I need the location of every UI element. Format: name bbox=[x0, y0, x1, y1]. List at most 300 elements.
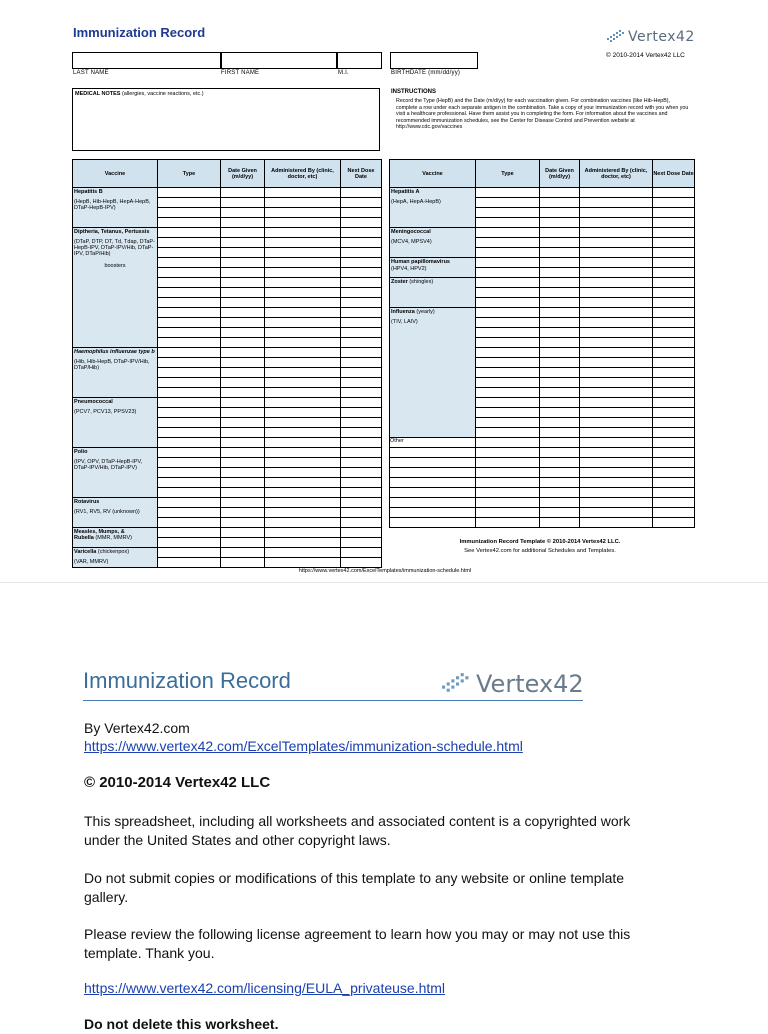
cell[interactable] bbox=[653, 458, 695, 468]
cell[interactable] bbox=[158, 448, 221, 458]
cell[interactable] bbox=[341, 288, 382, 298]
cell[interactable] bbox=[341, 278, 382, 288]
cell[interactable] bbox=[653, 238, 695, 248]
cell[interactable] bbox=[476, 258, 540, 268]
cell[interactable] bbox=[265, 438, 341, 448]
cell[interactable] bbox=[265, 448, 341, 458]
cell[interactable] bbox=[265, 248, 341, 258]
cell[interactable] bbox=[341, 508, 382, 518]
cell[interactable] bbox=[540, 208, 580, 218]
cell[interactable] bbox=[580, 368, 653, 378]
cell[interactable] bbox=[221, 398, 265, 408]
cell[interactable] bbox=[540, 328, 580, 338]
cell[interactable] bbox=[341, 498, 382, 508]
cell[interactable] bbox=[476, 418, 540, 428]
cell[interactable] bbox=[540, 458, 580, 468]
cell[interactable] bbox=[476, 398, 540, 408]
cell[interactable] bbox=[540, 468, 580, 478]
cell[interactable] bbox=[341, 268, 382, 278]
cell[interactable] bbox=[341, 358, 382, 368]
cell[interactable] bbox=[158, 408, 221, 418]
cell[interactable] bbox=[540, 388, 580, 398]
cell[interactable] bbox=[158, 498, 221, 508]
cell[interactable] bbox=[341, 538, 382, 548]
cell[interactable] bbox=[580, 478, 653, 488]
cell[interactable] bbox=[265, 528, 341, 538]
cell[interactable] bbox=[653, 508, 695, 518]
cell[interactable] bbox=[158, 238, 221, 248]
cell[interactable] bbox=[540, 368, 580, 378]
cell[interactable] bbox=[341, 448, 382, 458]
cell[interactable] bbox=[476, 328, 540, 338]
cell[interactable] bbox=[221, 188, 265, 198]
cell[interactable] bbox=[158, 438, 221, 448]
cell[interactable] bbox=[158, 388, 221, 398]
cell[interactable] bbox=[476, 288, 540, 298]
cell[interactable] bbox=[653, 218, 695, 228]
cell[interactable] bbox=[580, 258, 653, 268]
cell[interactable] bbox=[653, 378, 695, 388]
cell[interactable] bbox=[158, 338, 221, 348]
cell[interactable] bbox=[158, 548, 221, 558]
cell[interactable] bbox=[580, 278, 653, 288]
cell[interactable] bbox=[341, 378, 382, 388]
cell[interactable] bbox=[221, 328, 265, 338]
cell[interactable] bbox=[540, 518, 580, 528]
cell[interactable] bbox=[265, 368, 341, 378]
cell[interactable] bbox=[540, 318, 580, 328]
cell[interactable] bbox=[221, 428, 265, 438]
cell[interactable] bbox=[341, 218, 382, 228]
cell[interactable] bbox=[265, 188, 341, 198]
cell[interactable] bbox=[341, 188, 382, 198]
cell[interactable] bbox=[158, 538, 221, 548]
cell[interactable] bbox=[158, 308, 221, 318]
cell[interactable] bbox=[265, 338, 341, 348]
cell[interactable] bbox=[653, 298, 695, 308]
cell[interactable] bbox=[653, 428, 695, 438]
cell[interactable] bbox=[265, 228, 341, 238]
cell[interactable] bbox=[476, 208, 540, 218]
cell[interactable] bbox=[158, 358, 221, 368]
cell[interactable] bbox=[476, 348, 540, 358]
cell[interactable] bbox=[653, 328, 695, 338]
vaccine-other[interactable]: Other bbox=[390, 438, 476, 448]
cell[interactable] bbox=[476, 238, 540, 248]
cell[interactable] bbox=[653, 408, 695, 418]
cell[interactable] bbox=[540, 428, 580, 438]
cell[interactable] bbox=[221, 378, 265, 388]
cell[interactable] bbox=[265, 518, 341, 528]
cell[interactable] bbox=[653, 388, 695, 398]
cell[interactable] bbox=[158, 228, 221, 238]
cell[interactable] bbox=[476, 428, 540, 438]
cell[interactable] bbox=[540, 308, 580, 318]
cell[interactable] bbox=[653, 198, 695, 208]
cell[interactable] bbox=[221, 238, 265, 248]
cell[interactable] bbox=[341, 388, 382, 398]
cell[interactable] bbox=[580, 308, 653, 318]
first-name-field[interactable] bbox=[220, 52, 338, 69]
cell[interactable] bbox=[580, 388, 653, 398]
cell[interactable] bbox=[653, 448, 695, 458]
cell[interactable] bbox=[221, 448, 265, 458]
cell[interactable] bbox=[540, 398, 580, 408]
cell[interactable] bbox=[265, 348, 341, 358]
cell[interactable] bbox=[540, 408, 580, 418]
cell[interactable] bbox=[390, 448, 476, 458]
cell[interactable] bbox=[221, 258, 265, 268]
cell[interactable] bbox=[221, 558, 265, 568]
cell[interactable] bbox=[221, 508, 265, 518]
cell[interactable] bbox=[653, 258, 695, 268]
cell[interactable] bbox=[265, 388, 341, 398]
cell[interactable] bbox=[221, 488, 265, 498]
cell[interactable] bbox=[580, 298, 653, 308]
cell[interactable] bbox=[653, 398, 695, 408]
cell[interactable] bbox=[580, 188, 653, 198]
cell[interactable] bbox=[158, 298, 221, 308]
cell[interactable] bbox=[653, 228, 695, 238]
cell[interactable] bbox=[265, 328, 341, 338]
cell[interactable] bbox=[158, 198, 221, 208]
cell[interactable] bbox=[221, 228, 265, 238]
cell[interactable] bbox=[476, 478, 540, 488]
cell[interactable] bbox=[221, 468, 265, 478]
cell[interactable] bbox=[341, 258, 382, 268]
cell[interactable] bbox=[221, 518, 265, 528]
cell[interactable] bbox=[221, 198, 265, 208]
cell[interactable] bbox=[580, 378, 653, 388]
cell[interactable] bbox=[221, 368, 265, 378]
cell[interactable] bbox=[158, 418, 221, 428]
cell[interactable] bbox=[221, 358, 265, 368]
cell[interactable] bbox=[221, 538, 265, 548]
cell[interactable] bbox=[158, 328, 221, 338]
cell[interactable] bbox=[221, 418, 265, 428]
cell[interactable] bbox=[580, 198, 653, 208]
cell[interactable] bbox=[158, 528, 221, 538]
cell[interactable] bbox=[540, 338, 580, 348]
cell[interactable] bbox=[476, 358, 540, 368]
cell[interactable] bbox=[476, 218, 540, 228]
cell[interactable] bbox=[221, 408, 265, 418]
cell[interactable] bbox=[341, 458, 382, 468]
cell[interactable] bbox=[580, 498, 653, 508]
cell[interactable] bbox=[265, 488, 341, 498]
cell[interactable] bbox=[158, 218, 221, 228]
cell[interactable] bbox=[390, 458, 476, 468]
cell[interactable] bbox=[158, 348, 221, 358]
cell[interactable] bbox=[653, 368, 695, 378]
cell[interactable] bbox=[390, 478, 476, 488]
cell[interactable] bbox=[265, 398, 341, 408]
cell[interactable] bbox=[265, 318, 341, 328]
cell[interactable] bbox=[265, 408, 341, 418]
cell[interactable] bbox=[476, 498, 540, 508]
cell[interactable] bbox=[476, 448, 540, 458]
cell[interactable] bbox=[540, 188, 580, 198]
cell[interactable] bbox=[158, 488, 221, 498]
cell[interactable] bbox=[341, 308, 382, 318]
cell[interactable] bbox=[341, 328, 382, 338]
eula-link[interactable]: https://www.vertex42.com/licensing/EULA_privateuse.html bbox=[84, 980, 446, 996]
cell[interactable] bbox=[221, 268, 265, 278]
cell[interactable] bbox=[265, 548, 341, 558]
cell[interactable] bbox=[540, 288, 580, 298]
cell[interactable] bbox=[341, 318, 382, 328]
medical-notes-box[interactable] bbox=[72, 88, 380, 151]
cell[interactable] bbox=[540, 248, 580, 258]
cell[interactable] bbox=[265, 418, 341, 428]
cell[interactable] bbox=[265, 218, 341, 228]
cell[interactable] bbox=[476, 438, 540, 448]
cell[interactable] bbox=[341, 238, 382, 248]
cell[interactable] bbox=[265, 208, 341, 218]
cell[interactable] bbox=[341, 478, 382, 488]
cell[interactable] bbox=[476, 338, 540, 348]
cell[interactable] bbox=[540, 358, 580, 368]
cell[interactable] bbox=[653, 248, 695, 258]
cell[interactable] bbox=[476, 368, 540, 378]
cell[interactable] bbox=[580, 468, 653, 478]
cell[interactable] bbox=[341, 558, 382, 568]
cell[interactable] bbox=[265, 508, 341, 518]
cell[interactable] bbox=[390, 518, 476, 528]
cell[interactable] bbox=[653, 358, 695, 368]
cell[interactable] bbox=[476, 408, 540, 418]
cell[interactable] bbox=[221, 528, 265, 538]
cell[interactable] bbox=[341, 228, 382, 238]
cell[interactable] bbox=[158, 278, 221, 288]
cell[interactable] bbox=[476, 518, 540, 528]
cell[interactable] bbox=[580, 338, 653, 348]
cell[interactable] bbox=[341, 408, 382, 418]
cell[interactable] bbox=[653, 308, 695, 318]
cell[interactable] bbox=[158, 188, 221, 198]
cell[interactable] bbox=[653, 338, 695, 348]
cell[interactable] bbox=[341, 338, 382, 348]
cell[interactable] bbox=[221, 498, 265, 508]
cell[interactable] bbox=[221, 298, 265, 308]
cell[interactable] bbox=[540, 348, 580, 358]
cell[interactable] bbox=[341, 468, 382, 478]
cell[interactable] bbox=[540, 228, 580, 238]
cell[interactable] bbox=[476, 378, 540, 388]
cell[interactable] bbox=[341, 348, 382, 358]
cell[interactable] bbox=[265, 538, 341, 548]
cell[interactable] bbox=[341, 438, 382, 448]
cell[interactable] bbox=[221, 338, 265, 348]
cell[interactable] bbox=[221, 288, 265, 298]
cell[interactable] bbox=[540, 418, 580, 428]
cell[interactable] bbox=[580, 398, 653, 408]
cell[interactable] bbox=[653, 268, 695, 278]
cell[interactable] bbox=[580, 248, 653, 258]
cell[interactable] bbox=[265, 288, 341, 298]
cell[interactable] bbox=[540, 378, 580, 388]
cell[interactable] bbox=[265, 258, 341, 268]
cell[interactable] bbox=[580, 358, 653, 368]
cell[interactable] bbox=[341, 368, 382, 378]
cell[interactable] bbox=[653, 348, 695, 358]
cell[interactable] bbox=[158, 428, 221, 438]
cell[interactable] bbox=[653, 498, 695, 508]
cell[interactable] bbox=[540, 198, 580, 208]
cell[interactable] bbox=[580, 518, 653, 528]
cell[interactable] bbox=[580, 488, 653, 498]
cell[interactable] bbox=[221, 248, 265, 258]
cell[interactable] bbox=[653, 468, 695, 478]
cell[interactable] bbox=[540, 258, 580, 268]
cell[interactable] bbox=[265, 308, 341, 318]
cell[interactable] bbox=[540, 268, 580, 278]
cell[interactable] bbox=[476, 318, 540, 328]
cell[interactable] bbox=[158, 288, 221, 298]
cell[interactable] bbox=[476, 188, 540, 198]
template-link[interactable]: https://www.vertex42.com/ExcelTemplates/immunization-schedule.html bbox=[84, 738, 523, 754]
cell[interactable] bbox=[341, 248, 382, 258]
cell[interactable] bbox=[158, 508, 221, 518]
cell[interactable] bbox=[265, 468, 341, 478]
cell[interactable] bbox=[221, 388, 265, 398]
cell[interactable] bbox=[540, 298, 580, 308]
cell[interactable] bbox=[540, 508, 580, 518]
cell[interactable] bbox=[158, 558, 221, 568]
cell[interactable] bbox=[476, 278, 540, 288]
cell[interactable] bbox=[265, 458, 341, 468]
cell[interactable] bbox=[476, 198, 540, 208]
cell[interactable] bbox=[580, 348, 653, 358]
cell[interactable] bbox=[540, 438, 580, 448]
cell[interactable] bbox=[653, 188, 695, 198]
cell[interactable] bbox=[341, 418, 382, 428]
cell[interactable] bbox=[653, 518, 695, 528]
cell[interactable] bbox=[580, 318, 653, 328]
cell[interactable] bbox=[580, 208, 653, 218]
cell[interactable] bbox=[265, 198, 341, 208]
cell[interactable] bbox=[540, 278, 580, 288]
cell[interactable] bbox=[476, 458, 540, 468]
cell[interactable] bbox=[265, 358, 341, 368]
cell[interactable] bbox=[580, 288, 653, 298]
cell[interactable] bbox=[476, 248, 540, 258]
cell[interactable] bbox=[476, 388, 540, 398]
cell[interactable] bbox=[265, 498, 341, 508]
cell[interactable] bbox=[653, 208, 695, 218]
cell[interactable] bbox=[476, 308, 540, 318]
cell[interactable] bbox=[158, 478, 221, 488]
cell[interactable] bbox=[158, 468, 221, 478]
cell[interactable] bbox=[341, 398, 382, 408]
cell[interactable] bbox=[580, 268, 653, 278]
cell[interactable] bbox=[158, 258, 221, 268]
cell[interactable] bbox=[540, 488, 580, 498]
cell[interactable] bbox=[653, 288, 695, 298]
cell[interactable] bbox=[221, 478, 265, 488]
last-name-field[interactable] bbox=[72, 52, 222, 69]
cell[interactable] bbox=[221, 308, 265, 318]
cell[interactable] bbox=[540, 498, 580, 508]
cell[interactable] bbox=[221, 548, 265, 558]
cell[interactable] bbox=[265, 558, 341, 568]
cell[interactable] bbox=[580, 418, 653, 428]
cell[interactable] bbox=[265, 378, 341, 388]
cell[interactable] bbox=[221, 348, 265, 358]
cell[interactable] bbox=[158, 268, 221, 278]
cell[interactable] bbox=[476, 508, 540, 518]
cell[interactable] bbox=[653, 478, 695, 488]
cell[interactable] bbox=[265, 268, 341, 278]
cell[interactable] bbox=[221, 438, 265, 448]
cell[interactable] bbox=[265, 278, 341, 288]
cell[interactable] bbox=[221, 218, 265, 228]
cell[interactable] bbox=[341, 518, 382, 528]
cell[interactable] bbox=[390, 508, 476, 518]
cell[interactable] bbox=[580, 228, 653, 238]
cell[interactable] bbox=[221, 208, 265, 218]
cell[interactable] bbox=[341, 298, 382, 308]
cell[interactable] bbox=[653, 438, 695, 448]
cell[interactable] bbox=[265, 428, 341, 438]
cell[interactable] bbox=[580, 438, 653, 448]
cell[interactable] bbox=[476, 488, 540, 498]
cell[interactable] bbox=[540, 448, 580, 458]
cell[interactable] bbox=[158, 378, 221, 388]
cell[interactable] bbox=[158, 458, 221, 468]
cell[interactable] bbox=[158, 518, 221, 528]
cell[interactable] bbox=[540, 238, 580, 248]
cell[interactable] bbox=[476, 268, 540, 278]
cell[interactable] bbox=[341, 488, 382, 498]
cell[interactable] bbox=[540, 478, 580, 488]
cell[interactable] bbox=[221, 458, 265, 468]
cell[interactable] bbox=[265, 298, 341, 308]
cell[interactable] bbox=[221, 278, 265, 288]
cell[interactable] bbox=[390, 498, 476, 508]
birthdate-field[interactable] bbox=[390, 52, 478, 69]
cell[interactable] bbox=[221, 318, 265, 328]
cell[interactable] bbox=[540, 218, 580, 228]
cell[interactable] bbox=[653, 488, 695, 498]
cell[interactable] bbox=[653, 418, 695, 428]
cell[interactable] bbox=[580, 328, 653, 338]
cell[interactable] bbox=[341, 528, 382, 538]
cell[interactable] bbox=[341, 548, 382, 558]
cell[interactable] bbox=[390, 468, 476, 478]
cell[interactable] bbox=[580, 218, 653, 228]
cell[interactable] bbox=[580, 508, 653, 518]
cell[interactable] bbox=[265, 238, 341, 248]
cell[interactable] bbox=[341, 208, 382, 218]
cell[interactable] bbox=[476, 298, 540, 308]
cell[interactable] bbox=[580, 238, 653, 248]
cell[interactable] bbox=[341, 428, 382, 438]
cell[interactable] bbox=[158, 398, 221, 408]
cell[interactable] bbox=[476, 468, 540, 478]
cell[interactable] bbox=[476, 228, 540, 238]
cell[interactable] bbox=[580, 428, 653, 438]
cell[interactable] bbox=[580, 408, 653, 418]
cell[interactable] bbox=[158, 248, 221, 258]
middle-initial-field[interactable] bbox=[336, 52, 382, 69]
cell[interactable] bbox=[158, 368, 221, 378]
cell[interactable] bbox=[580, 458, 653, 468]
cell[interactable] bbox=[158, 208, 221, 218]
cell[interactable] bbox=[580, 448, 653, 458]
cell[interactable] bbox=[653, 278, 695, 288]
cell[interactable] bbox=[341, 198, 382, 208]
